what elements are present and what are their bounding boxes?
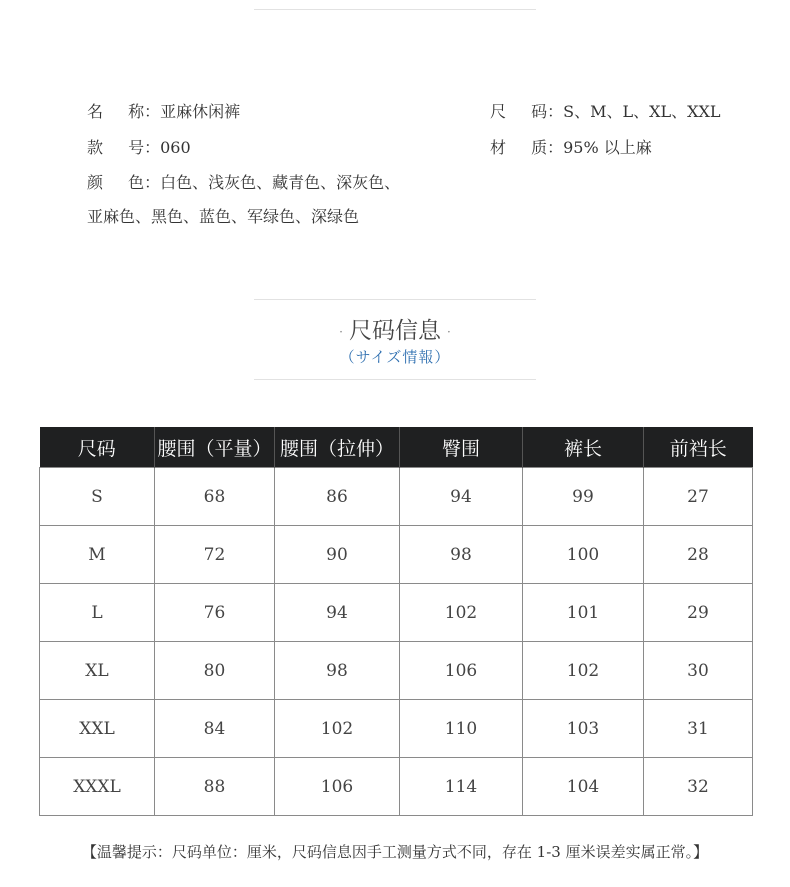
cell-front-rise: 28 bbox=[644, 526, 753, 584]
cell-waist-stretched: 94 bbox=[275, 584, 400, 642]
dot-right-icon: · bbox=[447, 325, 451, 339]
cell-waist-stretched: 102 bbox=[275, 700, 400, 758]
table-row bbox=[40, 700, 753, 758]
table-row bbox=[40, 758, 753, 816]
section-title-text: 尺码信息 bbox=[349, 318, 441, 344]
cell-waist-flat: 88 bbox=[155, 758, 275, 816]
cell-size: M bbox=[40, 526, 155, 584]
cell-front-rise: 30 bbox=[644, 642, 753, 700]
info-material-value: 95% 以上麻 bbox=[563, 138, 652, 157]
cell-length: 102 bbox=[523, 642, 644, 700]
cell-length: 99 bbox=[523, 468, 644, 526]
cell-front-rise: 27 bbox=[644, 468, 753, 526]
info-model-label: 款 号 bbox=[87, 138, 145, 157]
info-colors-line2 bbox=[87, 204, 359, 227]
cell-waist-flat: 76 bbox=[155, 584, 275, 642]
table-row bbox=[40, 468, 753, 526]
cell-size: XXL bbox=[40, 700, 155, 758]
section-subtitle: （サイズ情報） bbox=[339, 348, 451, 366]
header-size: 尺码 bbox=[40, 427, 155, 468]
cell-waist-flat: 72 bbox=[155, 526, 275, 584]
header-hip: 臀围 bbox=[400, 427, 523, 468]
cell-size: L bbox=[40, 584, 155, 642]
size-table-header bbox=[40, 427, 753, 468]
cell-waist-stretched: 90 bbox=[275, 526, 400, 584]
info-name: 名 称：亚麻休闲裤 bbox=[87, 99, 240, 122]
cell-length: 100 bbox=[523, 526, 644, 584]
cell-waist-stretched: 86 bbox=[275, 468, 400, 526]
cell-waist-flat: 68 bbox=[155, 468, 275, 526]
info-sizes-label: 尺 码 bbox=[490, 102, 548, 121]
cell-length: 103 bbox=[523, 700, 644, 758]
info-model: 款 号：060 bbox=[87, 135, 191, 158]
info-model-value: 060 bbox=[160, 138, 191, 157]
cell-hip: 98 bbox=[400, 526, 523, 584]
cell-hip: 102 bbox=[400, 584, 523, 642]
cell-hip: 110 bbox=[400, 700, 523, 758]
header-waist-flat: 腰围（平量） bbox=[155, 427, 275, 468]
info-colors-value-line1: 白色、浅灰色、藏青色、深灰色、 bbox=[160, 173, 401, 192]
info-sizes: 尺 码：S、M、L、XL、XXL bbox=[490, 99, 721, 122]
cell-size: XL bbox=[40, 642, 155, 700]
top-divider bbox=[254, 9, 536, 10]
cell-hip: 106 bbox=[400, 642, 523, 700]
cell-front-rise: 29 bbox=[644, 584, 753, 642]
info-colors-label: 颜 色 bbox=[87, 173, 145, 192]
section-bottom-divider bbox=[254, 379, 536, 380]
section-top-divider bbox=[254, 299, 536, 300]
cell-waist-stretched: 106 bbox=[275, 758, 400, 816]
size-table bbox=[39, 427, 753, 816]
cell-hip: 114 bbox=[400, 758, 523, 816]
info-colors-value-line2: 亚麻色、黑色、蓝色、军绿色、深绿色 bbox=[87, 207, 360, 226]
info-sizes-value: S、M、L、XL、XXL bbox=[563, 102, 721, 121]
cell-front-rise: 31 bbox=[644, 700, 753, 758]
header-waist-stretched: 腰围（拉伸） bbox=[275, 427, 400, 468]
info-material: 材 质：95% 以上麻 bbox=[490, 135, 652, 158]
cell-length: 101 bbox=[523, 584, 644, 642]
measurement-note: 【温馨提示：尺码单位：厘米，尺码信息因手工测量方式不同，存在 1-3 厘米误差实属正常。】 bbox=[81, 843, 709, 861]
table-row bbox=[40, 642, 753, 700]
table-row bbox=[40, 526, 753, 584]
cell-size: XXXL bbox=[40, 758, 155, 816]
info-colors: 颜 色：白色、浅灰色、藏青色、深灰色、 bbox=[87, 170, 400, 193]
cell-hip: 94 bbox=[400, 468, 523, 526]
section-title bbox=[0, 312, 790, 345]
cell-waist-flat: 80 bbox=[155, 642, 275, 700]
dot-left-icon: · bbox=[339, 325, 343, 339]
cell-front-rise: 32 bbox=[644, 758, 753, 816]
info-material-label: 材 质 bbox=[490, 138, 548, 157]
cell-waist-flat: 84 bbox=[155, 700, 275, 758]
header-front-rise: 前裆长 bbox=[644, 427, 753, 468]
header-length: 裤长 bbox=[523, 427, 644, 468]
info-name-label: 名 称 bbox=[87, 102, 145, 121]
cell-length: 104 bbox=[523, 758, 644, 816]
cell-waist-stretched: 98 bbox=[275, 642, 400, 700]
table-row bbox=[40, 584, 753, 642]
cell-size: S bbox=[40, 468, 155, 526]
info-name-value: 亚麻休闲裤 bbox=[160, 102, 241, 121]
